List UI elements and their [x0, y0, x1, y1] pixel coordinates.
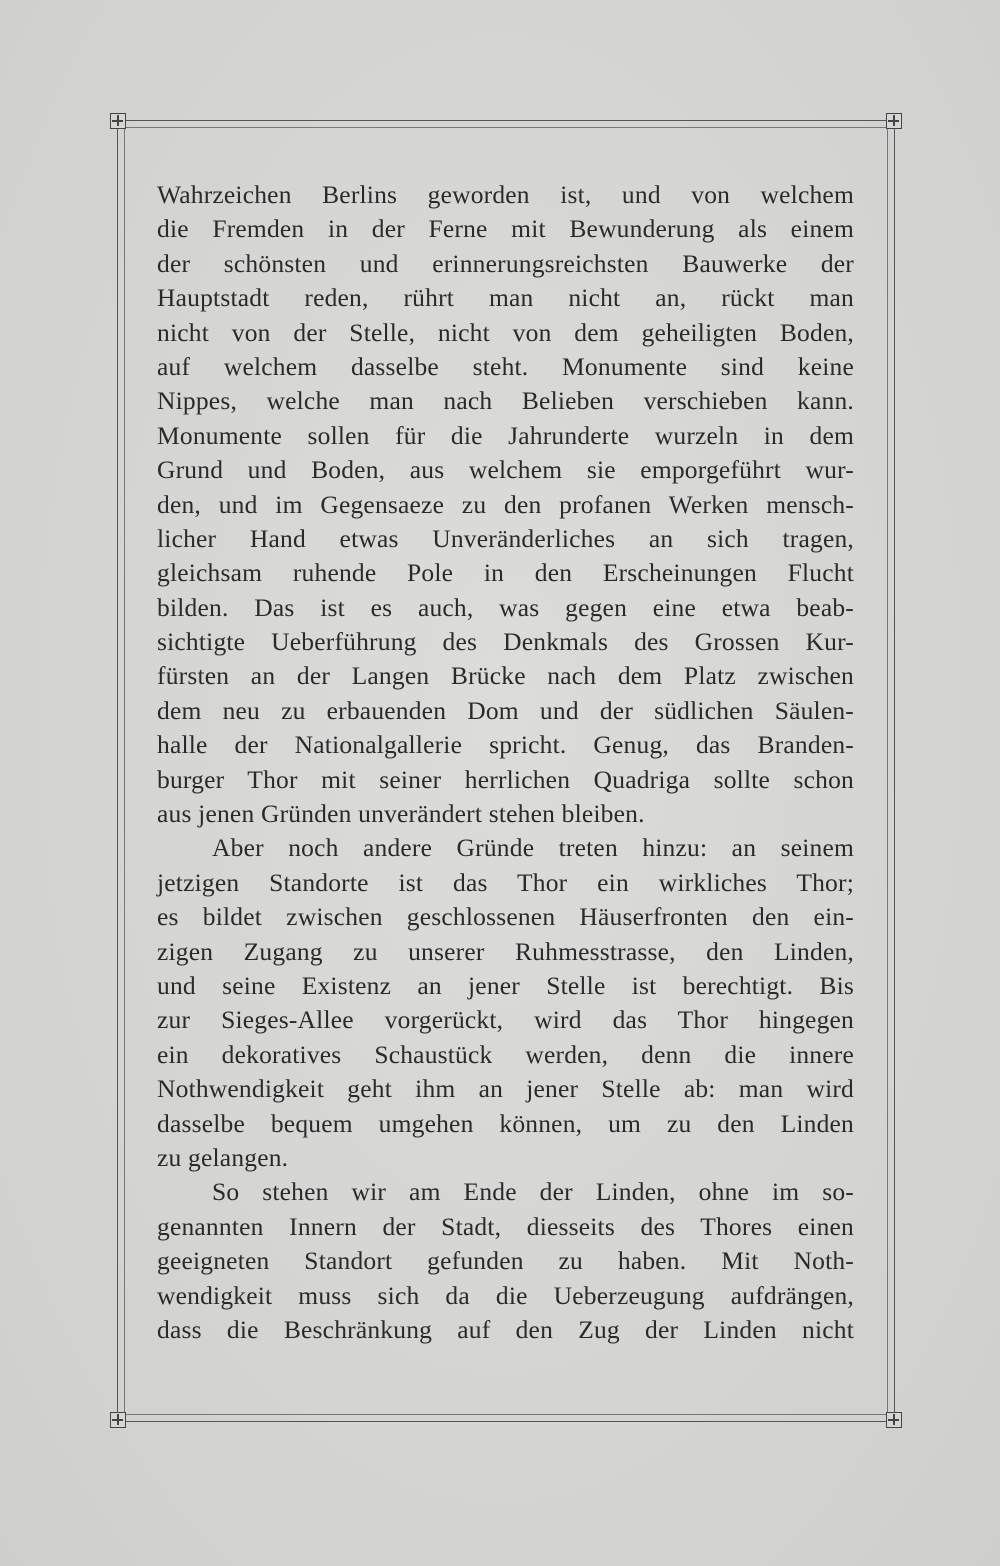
text-line: sichtigte Ueberführung des Denkmals des Grossen Kur- [157, 627, 854, 657]
corner-ornament-icon [886, 1412, 902, 1428]
paragraph-first-line: So stehen wir am Ende der Linden, ohne im so- [212, 1177, 854, 1207]
text-line: und seine Existenz an jener Stelle ist berechtigt. Bis [157, 970, 854, 1000]
text-line: halle der Nationalgallerie spricht. Genug, das Branden- [157, 730, 854, 760]
text-line: Grund und Boden, aus welchem sie emporgeführt wur- [157, 455, 854, 485]
text-line: der schönsten und erinnerungsreichsten Bauwerke der [157, 248, 854, 278]
text-line: licher Hand etwas Unveränderliches an sich tragen, [157, 523, 854, 553]
text-line: dem neu zu erbauenden Dom und der südlichen Säulen- [157, 695, 854, 725]
text-line: burger Thor mit seiner herrlichen Quadriga sollte schon [157, 764, 854, 794]
text-line: Monumente sollen für die Jahrunderte wurzeln in dem [157, 420, 854, 450]
text-line: auf welchem dasselbe steht. Monumente sind keine [157, 351, 854, 381]
corner-ornament-icon [886, 113, 902, 129]
text-line: nicht von der Stelle, nicht von dem geheiligten Boden, [157, 317, 854, 347]
text-line: genannten Innern der Stadt, diesseits des Thores einen [157, 1211, 854, 1241]
text-line: zigen Zugang zu unserer Ruhmesstrasse, den Linden, [157, 936, 854, 966]
text-line: es bildet zwischen geschlossenen Häuserfronten den ein- [157, 902, 854, 932]
paragraph-first-line: Aber noch andere Gründe treten hinzu: an seinem [212, 833, 854, 863]
text-line: aus jenen Gründen unverändert stehen bleiben. [157, 799, 645, 829]
text-line: Nippes, welche man nach Belieben verschieben kann. [157, 386, 854, 416]
text-line: zur Sieges-Allee vorgerückt, wird das Thor hingegen [157, 1005, 854, 1035]
text-line: bilden. Das ist es auch, was gegen eine etwa beab- [157, 592, 854, 622]
text-line: den, und im Gegensaeze zu den profanen Werken mensch- [157, 489, 854, 519]
text-line: ein dekoratives Schaustück werden, denn die innere [157, 1039, 854, 1069]
text-line: zu gelangen. [157, 1142, 289, 1172]
text-line: wendigkeit muss sich da die Ueberzeugung aufdrängen, [157, 1280, 854, 1310]
text-line: Nothwendigkeit geht ihm an jener Stelle ab: man wird [157, 1074, 854, 1104]
text-line: Wahrzeichen Berlins geworden ist, und von welchem [157, 180, 854, 209]
corner-ornament-icon [110, 1412, 126, 1428]
text-line: jetzigen Standorte ist das Thor ein wirkliches Thor; [157, 867, 854, 897]
text-line: fürsten an der Langen Brücke nach dem Platz zwischen [157, 661, 854, 691]
body-text [157, 178, 854, 1347]
text-line: gleichsam ruhende Pole in den Erscheinungen Flucht [157, 558, 854, 588]
text-line: geeigneten Standort gefunden zu haben. Mit Noth- [157, 1246, 854, 1276]
corner-ornament-icon [110, 113, 126, 129]
text-line: Hauptstadt reden, rührt man nicht an, rückt man [157, 283, 854, 313]
text-line: dasselbe bequem umgehen können, um zu den Linden [157, 1108, 854, 1138]
text-line: dass die Beschränkung auf den Zug der Linden nicht [157, 1314, 854, 1344]
text-line: die Fremden in der Ferne mit Bewunderung als einem [157, 214, 854, 244]
